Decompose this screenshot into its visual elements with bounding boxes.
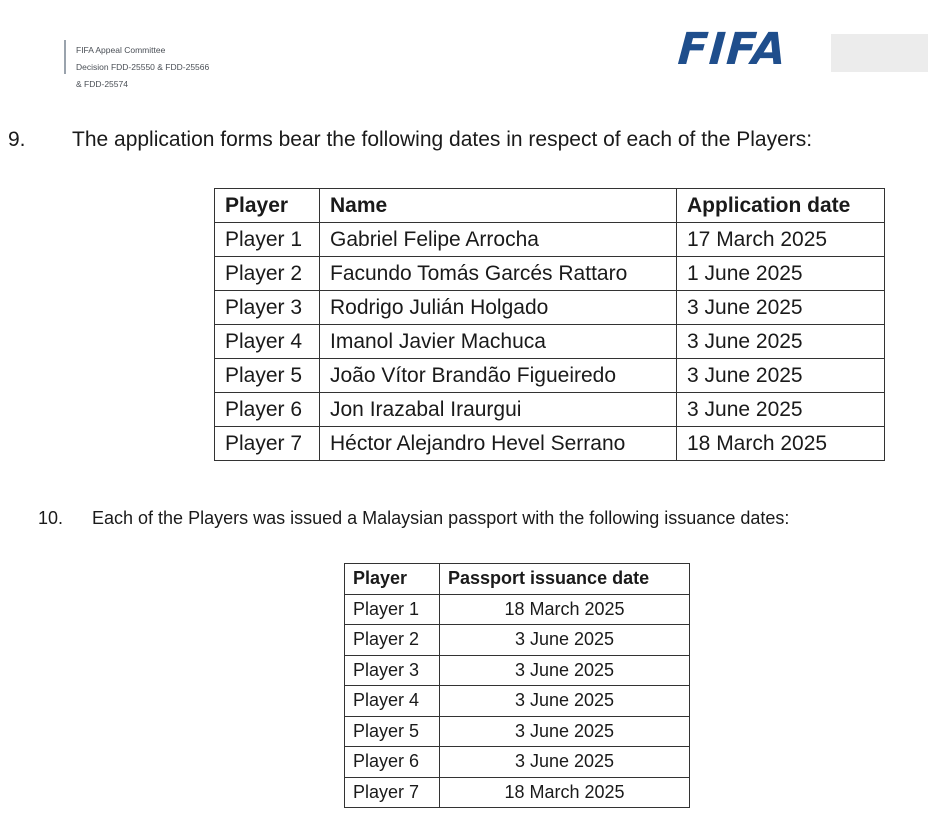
player-cell: Player 3 <box>215 291 320 325</box>
player-cell: Player 4 <box>345 686 440 717</box>
table-row <box>345 716 690 747</box>
column-header-player: Player <box>215 189 320 223</box>
application-dates-table <box>214 188 885 461</box>
table-row <box>345 594 690 625</box>
header-decision-cont: & FDD-25574 <box>76 79 128 89</box>
table-row <box>215 325 885 359</box>
watermark-mark <box>0 92 52 106</box>
header-committee: FIFA Appeal Committee <box>76 45 166 55</box>
document-header <box>76 42 209 93</box>
player-cell: Player 1 <box>215 223 320 257</box>
column-header-name: Name <box>320 189 677 223</box>
application-date-cell: 18 March 2025 <box>677 427 885 461</box>
paragraph-number: 10. <box>38 508 64 528</box>
table-row <box>215 291 885 325</box>
passport-date-cell: 18 March 2025 <box>440 594 690 625</box>
passport-date-cell: 3 June 2025 <box>440 747 690 778</box>
redaction-block <box>831 34 928 72</box>
name-cell: Imanol Javier Machuca <box>320 325 677 359</box>
player-cell: Player 4 <box>215 325 320 359</box>
table-row <box>345 655 690 686</box>
header-decision: Decision FDD-25550 & FDD-25566 <box>76 62 210 72</box>
player-cell: Player 3 <box>345 655 440 686</box>
application-date-cell: 17 March 2025 <box>677 223 885 257</box>
name-cell: Gabriel Felipe Arrocha <box>320 223 677 257</box>
column-header-passport-date: Passport issuance date <box>440 564 690 595</box>
column-header-application-date: Application date <box>677 189 885 223</box>
application-date-cell: 3 June 2025 <box>677 393 885 427</box>
passport-date-cell: 3 June 2025 <box>440 686 690 717</box>
name-cell: Héctor Alejandro Hevel Serrano <box>320 427 677 461</box>
table-header-row <box>215 189 885 223</box>
table-row <box>345 625 690 656</box>
table-row <box>215 427 885 461</box>
name-cell: Rodrigo Julián Holgado <box>320 291 677 325</box>
table-header-row <box>345 564 690 595</box>
paragraph-number: 9. <box>8 128 26 151</box>
player-cell: Player 6 <box>345 747 440 778</box>
application-date-cell: 3 June 2025 <box>677 325 885 359</box>
paragraph-text: Each of the Players was issued a Malaysian passport with the following issuance dates: <box>92 508 790 528</box>
player-cell: Player 5 <box>345 716 440 747</box>
application-date-cell: 3 June 2025 <box>677 359 885 393</box>
passport-date-cell: 3 June 2025 <box>440 625 690 656</box>
table-row <box>345 777 690 808</box>
table-row <box>345 747 690 778</box>
table-row <box>215 393 885 427</box>
column-header-player: Player <box>345 564 440 595</box>
player-cell: Player 2 <box>215 257 320 291</box>
table-row <box>215 223 885 257</box>
name-cell: Jon Irazabal Iraurgui <box>320 393 677 427</box>
passport-date-cell: 3 June 2025 <box>440 716 690 747</box>
player-cell: Player 7 <box>215 427 320 461</box>
fifa-logo: FIFA <box>676 24 789 75</box>
name-cell: João Vítor Brandão Figueiredo <box>320 359 677 393</box>
player-cell: Player 5 <box>215 359 320 393</box>
name-cell: Facundo Tomás Garcés Rattaro <box>320 257 677 291</box>
player-cell: Player 7 <box>345 777 440 808</box>
player-cell: Player 6 <box>215 393 320 427</box>
passport-date-cell: 3 June 2025 <box>440 655 690 686</box>
table-row <box>215 359 885 393</box>
table-row <box>215 257 885 291</box>
table-row <box>345 686 690 717</box>
paragraph-text: The application forms bear the following dates in respect of each of the Players: <box>72 128 813 151</box>
header-divider <box>64 40 66 74</box>
player-cell: Player 2 <box>345 625 440 656</box>
passport-date-cell: 18 March 2025 <box>440 777 690 808</box>
application-date-cell: 1 June 2025 <box>677 257 885 291</box>
passport-dates-table <box>344 563 690 808</box>
application-date-cell: 3 June 2025 <box>677 291 885 325</box>
player-cell: Player 1 <box>345 594 440 625</box>
